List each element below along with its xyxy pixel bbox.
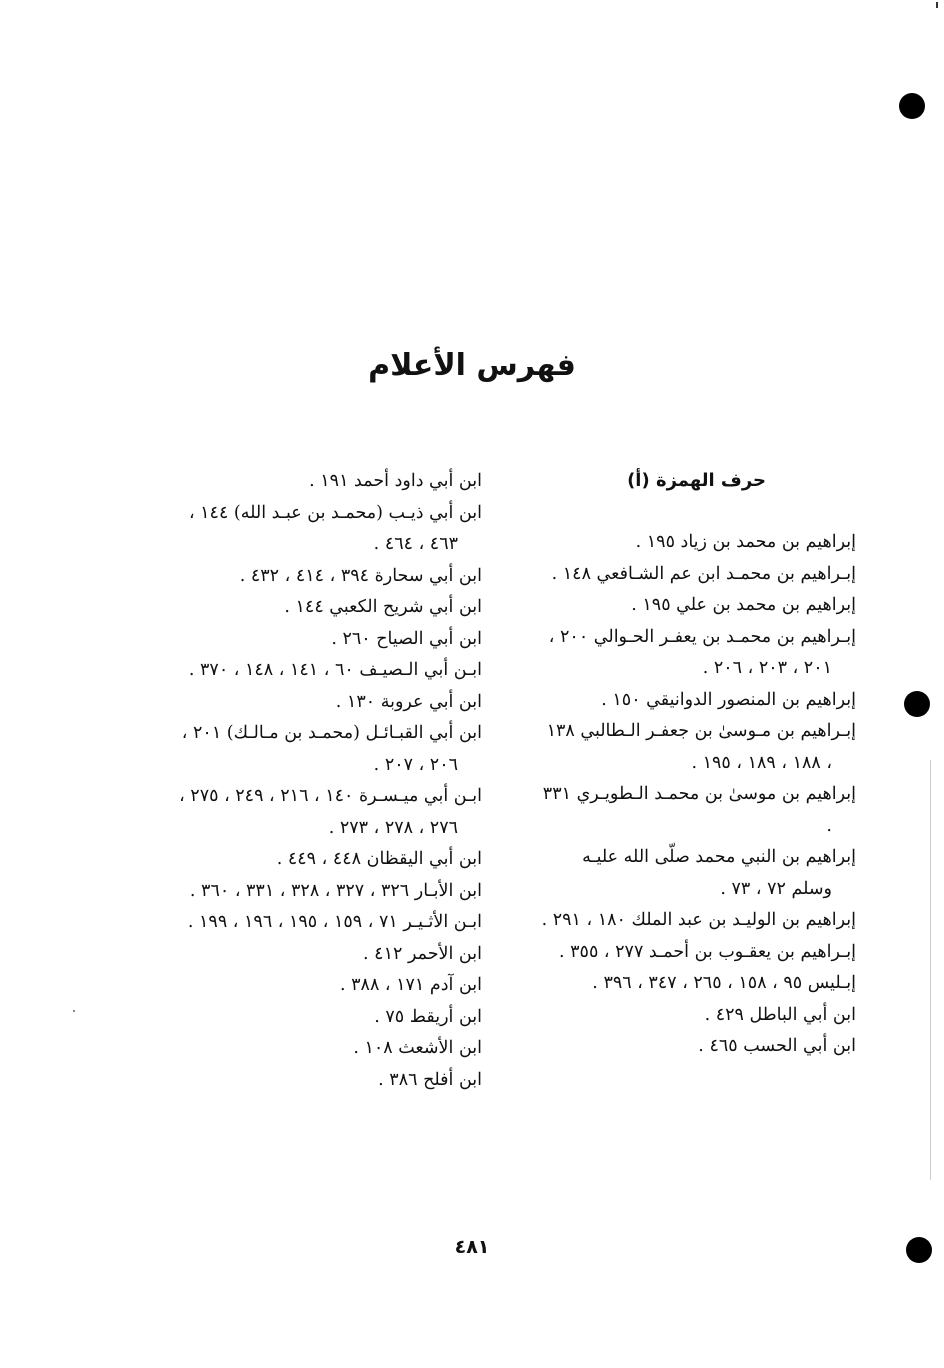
scan-speck — [936, 2, 938, 8]
index-entry: ابـن أبي ميـسـرة ١٤٠ ، ٢١٦ ، ٢٤٩ ، ٢٧٥ ، ٢٧٦ ، ٢٧٨ ، ٢٧٣ . — [179, 786, 482, 838]
index-entry: إبـراهيم بن محمـد ابن عم الشـافعي ١٤٨ . — [551, 563, 856, 584]
index-column-left — [164, 466, 482, 1096]
index-entry: ابن أبي ذيـب (محمـد بن عبـد الله) ١٤٤ ، ٤٦٣ ، ٤٦٤ . — [188, 502, 482, 554]
section-heading: حرف الهمزة (أ) — [627, 470, 766, 491]
index-entry: إبـراهيم بن يعقـوب بن أحمـد ٢٧٧ ، ٣٥٥ . — [559, 941, 856, 962]
index-entry: إبراهيم بن محمد بن علي ١٩٥ . — [631, 595, 856, 615]
page-title: فهرس الأعلام — [368, 348, 576, 383]
index-entry: ابن أريقط ٧٥ . — [374, 1006, 482, 1027]
binder-hole-top — [899, 93, 925, 119]
index-entry: إبـراهيم بن محمـد بن يعفـر الحـوالي ٢٠٠ ، ٢٠١ ، ٢٠٣ ، ٢٠٦ . — [548, 626, 856, 678]
scan-line-right — [930, 760, 931, 1180]
index-entry: إبراهيم بن موسىٰ بن محمـد الـطويـري ٣٣١ . — [542, 784, 856, 836]
index-entry: ابن الأبـار ٣٢٦ ، ٣٢٧ ، ٣٢٨ ، ٣٣١ ، ٣٦٠ . — [189, 880, 482, 901]
index-entry: ابن الأحمر ٤١٢ . — [363, 943, 482, 964]
index-entry: ابن أبي شريح الكعبي ١٤٤ . — [284, 597, 482, 617]
index-entry: إبـراهيم بن مـوسىٰ بن جعفـر الـطالبي ١٣٨ ، ١٨٨ ، ١٨٩ ، ١٩٥ . — [546, 721, 856, 773]
page-number: ٤٨١ — [454, 1236, 490, 1258]
index-entry: ابن أبي عروبة ١٣٠ . — [335, 691, 482, 712]
index-entry: إبراهيم بن الوليـد بن عبد الملك ١٨٠ ، ٢٩١ . — [541, 910, 856, 930]
index-entry: ابن أبي داود أحمد ١٩١ . — [309, 471, 482, 491]
index-column-right — [541, 463, 856, 1063]
index-entry: ابن أبي الباطل ٤٢٩ . — [704, 1004, 856, 1025]
index-entry: ابن الأشعث ١٠٨ . — [353, 1038, 482, 1058]
index-entry: ابن أبي سحارة ٣٩٤ ، ٤١٤ ، ٤٣٢ . — [239, 565, 482, 586]
index-entry: ابن أبي الحسب ٤٦٥ . — [698, 1036, 856, 1056]
binder-hole-middle — [904, 691, 930, 717]
index-entry: ابن آدم ١٧١ ، ٣٨٨ . — [340, 975, 482, 995]
index-entry: ابـن الأثـيـر ٧١ ، ١٥٩ ، ١٩٥ ، ١٩٦ ، ١٩٩ . — [187, 912, 482, 932]
index-entry: ابن أبي القبـائـل (محمـد بن مـالـك) ٢٠١ ، ٢٠٦ ، ٢٠٧ . — [181, 723, 482, 775]
index-entry: إبراهيم بن محمد بن زياد ١٩٥ . — [635, 532, 856, 552]
index-entry: ابن أفلح ٣٨٦ . — [378, 1069, 482, 1090]
index-entry: إبراهيم بن المنصور الدوانيقي ١٥٠ . — [601, 689, 856, 710]
index-entry: إبـليس ٩٥ ، ١٥٨ ، ٢٦٥ ، ٣٤٧ ، ٣٩٦ . — [592, 973, 856, 993]
index-entry: ابـن أبي الـصيـف ٦٠ ، ١٤١ ، ١٤٨ ، ٣٧٠ . — [188, 660, 482, 680]
index-entry: ابن أبي الصياح ٢٦٠ . — [331, 628, 482, 649]
index-entry: ابن أبي اليقظان ٤٤٨ ، ٤٤٩ . — [276, 849, 482, 869]
scan-dot-left — [73, 1010, 75, 1012]
index-entry: إبراهيم بن النبي محمد صلّى الله عليـه وسلم ٧٢ ، ٧٣ . — [582, 847, 856, 899]
